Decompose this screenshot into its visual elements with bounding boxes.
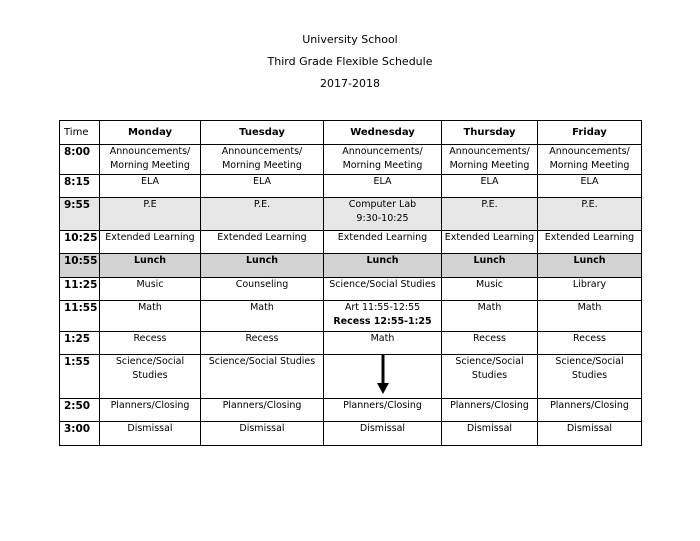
schedule-cell: Lunch	[324, 254, 442, 278]
schedule-cell: Science/Social Studies	[442, 355, 538, 399]
schedule-cell: Planners/Closing	[201, 399, 324, 422]
time-cell: 2:50	[60, 399, 100, 422]
schedule-cell: Recess	[201, 332, 324, 355]
time-cell: 1:55	[60, 355, 100, 399]
schedule-cell: P.E.	[442, 198, 538, 231]
schedule-cell: Dismissal	[442, 422, 538, 446]
schedule-cell: P.E	[100, 198, 201, 231]
table-row	[60, 175, 642, 198]
schedule-cell: Planners/Closing	[100, 399, 201, 422]
schedule-cell: Math	[201, 301, 324, 332]
schedule-cell: Computer Lab 9:30-10:25	[324, 198, 442, 231]
schedule-cell: Dismissal	[538, 422, 642, 446]
table-row	[60, 422, 642, 446]
schedule-cell: ELA	[100, 175, 201, 198]
schedule-cell: Recess	[100, 332, 201, 355]
time-cell: 11:25	[60, 278, 100, 301]
schedule-cell: Lunch	[100, 254, 201, 278]
schedule-cell: Dismissal	[324, 422, 442, 446]
schedule-cell: ELA	[324, 175, 442, 198]
column-header-wednesday: Wednesday	[324, 121, 442, 145]
table-row	[60, 231, 642, 254]
column-header-time: Time	[60, 121, 100, 145]
schedule-table	[59, 120, 642, 446]
schedule-cell: Science/Social Studies	[324, 278, 442, 301]
table-row	[60, 254, 642, 278]
schedule-cell: Lunch	[538, 254, 642, 278]
schedule-cell: Counseling	[201, 278, 324, 301]
school-name: University School	[302, 33, 398, 46]
column-header-friday: Friday	[538, 121, 642, 145]
schedule-cell: Library	[538, 278, 642, 301]
time-cell: 10:25	[60, 231, 100, 254]
schedule-cell: Math	[324, 332, 442, 355]
time-cell: 9:55	[60, 198, 100, 231]
schedule-cell: Extended Learning	[538, 231, 642, 254]
time-cell: 1:25	[60, 332, 100, 355]
schedule-cell: Recess	[442, 332, 538, 355]
schedule-cell: Math	[442, 301, 538, 332]
table-row	[60, 399, 642, 422]
time-cell: 3:00	[60, 422, 100, 446]
schedule-cell: Announcements/ Morning Meeting	[442, 145, 538, 175]
school-year: 2017-2018	[320, 77, 380, 90]
schedule-cell: Music	[100, 278, 201, 301]
schedule-cell: Planners/Closing	[442, 399, 538, 422]
schedule-cell: Extended Learning	[100, 231, 201, 254]
schedule-cell: Planners/Closing	[324, 399, 442, 422]
time-cell: 8:15	[60, 175, 100, 198]
schedule-cell: Dismissal	[100, 422, 201, 446]
schedule-cell: P.E.	[538, 198, 642, 231]
schedule-cell: Extended Learning	[201, 231, 324, 254]
schedule-cell: Art 11:55-12:55 Recess 12:55-1:25	[324, 301, 442, 332]
table-row	[60, 278, 642, 301]
time-cell: 8:00	[60, 145, 100, 175]
schedule-title: Third Grade Flexible Schedule	[267, 55, 433, 68]
schedule-cell: Science/Social Studies	[201, 355, 324, 399]
table-row	[60, 145, 642, 175]
schedule-cell: Lunch	[442, 254, 538, 278]
schedule-cell: Announcements/ Morning Meeting	[538, 145, 642, 175]
schedule-cell: ELA	[538, 175, 642, 198]
schedule-cell: Lunch	[201, 254, 324, 278]
schedule-cell: Math	[100, 301, 201, 332]
schedule-cell: Announcements/ Morning Meeting	[201, 145, 324, 175]
schedule-cell: Announcements/ Morning Meeting	[100, 145, 201, 175]
schedule-cell: ELA	[442, 175, 538, 198]
table-row	[60, 301, 642, 332]
schedule-cell: ELA	[201, 175, 324, 198]
column-header-tuesday: Tuesday	[201, 121, 324, 145]
schedule-cell: Music	[442, 278, 538, 301]
schedule-cell	[324, 355, 442, 399]
schedule-cell: Dismissal	[201, 422, 324, 446]
down-arrow-icon	[376, 355, 390, 395]
time-cell: 11:55	[60, 301, 100, 332]
schedule-cell: Announcements/ Morning Meeting	[324, 145, 442, 175]
table-row	[60, 332, 642, 355]
schedule-cell: Extended Learning	[324, 231, 442, 254]
schedule-cell: Extended Learning	[442, 231, 538, 254]
time-cell: 10:55	[60, 254, 100, 278]
column-header-monday: Monday	[100, 121, 201, 145]
schedule-cell: Planners/Closing	[538, 399, 642, 422]
schedule-cell: Science/Social Studies	[100, 355, 201, 399]
schedule-cell: Recess	[538, 332, 642, 355]
schedule-cell: P.E.	[201, 198, 324, 231]
schedule-cell: Math	[538, 301, 642, 332]
table-row	[60, 355, 642, 399]
schedule-cell: Science/Social Studies	[538, 355, 642, 399]
table-row	[60, 198, 642, 231]
column-header-thursday: Thursday	[442, 121, 538, 145]
